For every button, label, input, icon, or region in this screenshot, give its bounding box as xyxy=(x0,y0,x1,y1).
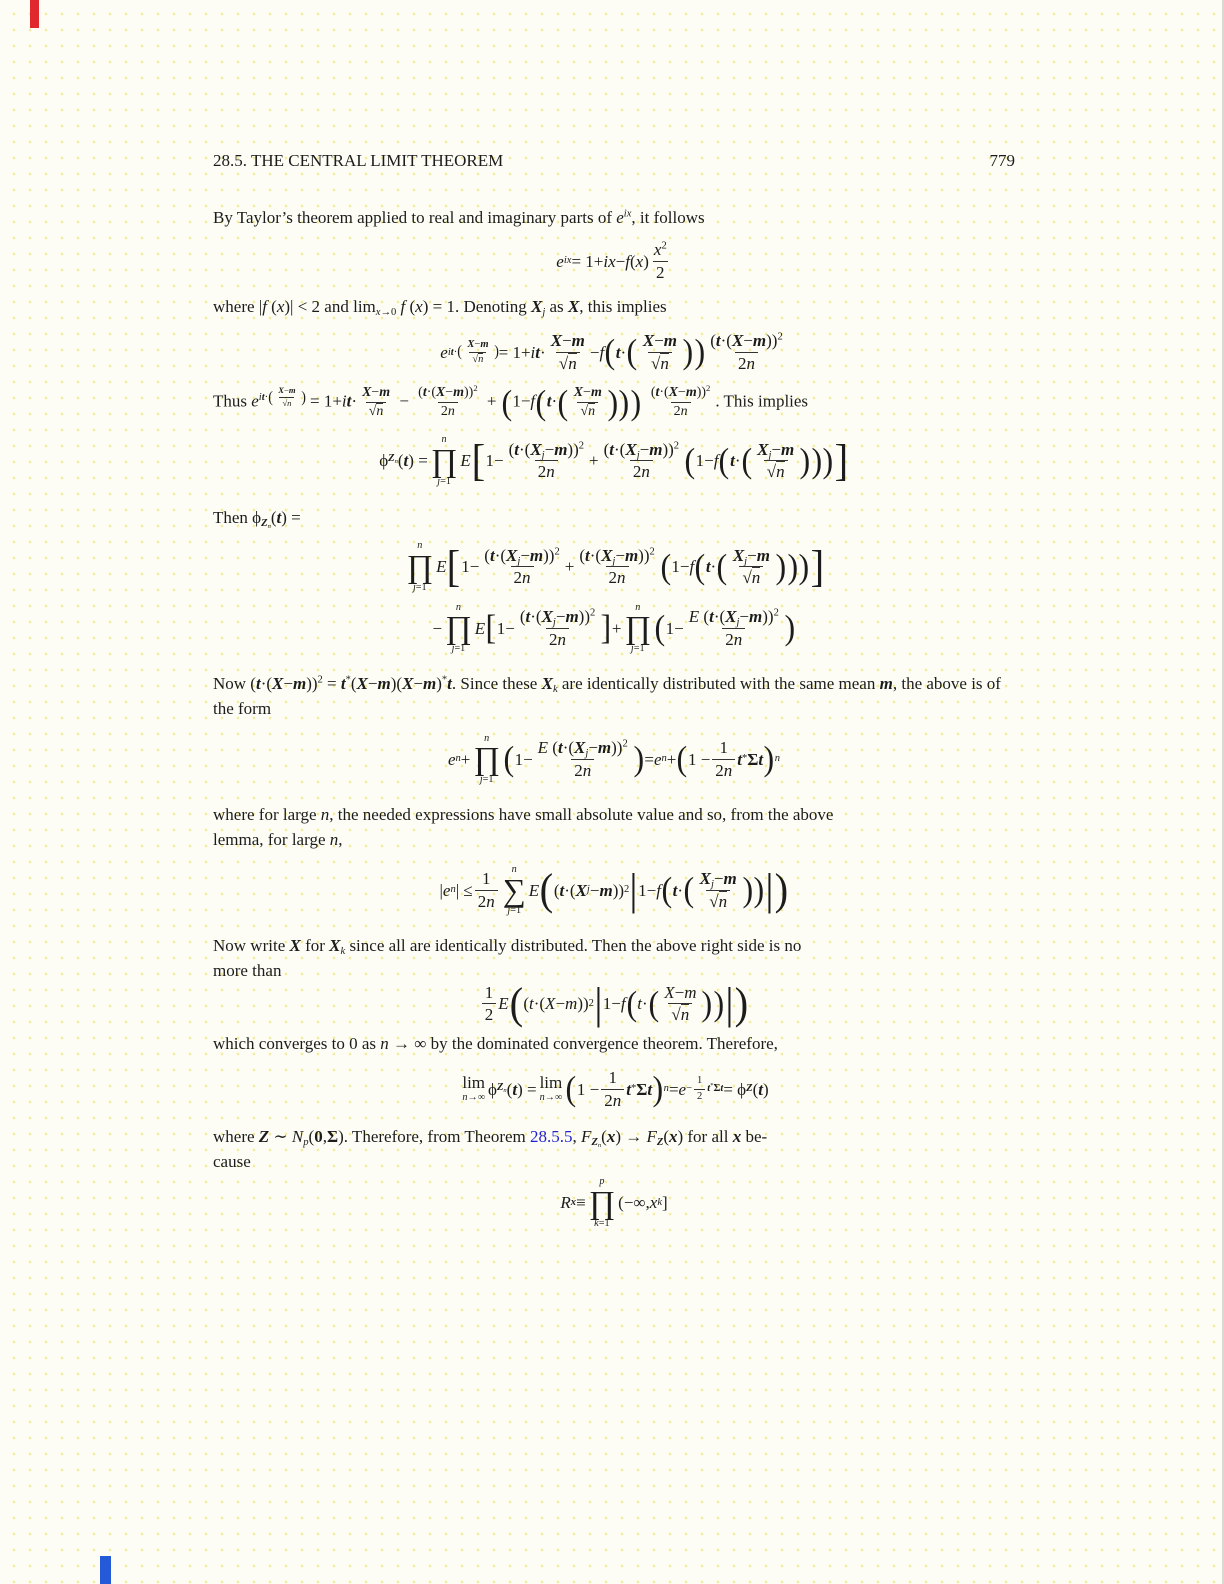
paragraph-large-n-line1: where for large n, the needed expressions have small absolute value and so, from the above xyxy=(213,804,834,824)
paragraph-where-z-line1: where Z ∼ $N_p(0,\Sigma)$. Therefore, from Theorem 28.5.5, $F_{Z_n}(x) \to F_Z(x)$ for all x be- xyxy=(213,1127,768,1149)
equation-en-form: e n + n ∏ j=1 ( 1− E $(t\cdot(X_j-m))^2$ 2n ) = e n + ( 1 − 1 2n t * Σ t ) n xyxy=(447,732,781,786)
equation-product-line1: n ∏ j=1 E [ 1− $(t\cdot(X_j-m))^2$ 2n + $(t\cdot(X_j-m))^2$ 2n ( 1− f ( t · ( $X_j-m$ √n ) ) ) ] xyxy=(406,540,824,593)
red-edge-mark xyxy=(30,0,39,28)
section-title: 28.5. THE CENTRAL LIMIT THEOREM xyxy=(213,151,504,170)
equation-en-bound: | e n | ≤ 1 2n n ∑ j=1 E ( ( t ·( X j − m )) 2 | 1− f ( t · ( $X_j-m$ √n ) ) | ) xyxy=(439,863,788,917)
paragraph-large-n-line2: lemma, for large n, xyxy=(213,829,343,849)
equation-product-line2: − n ∏ j=1 E [ 1− $(t\cdot(X_j-m))^2$ 2n ] + n ∏ j=1 ( 1− E $(t\cdot(X_j-m))^2$ 2n ) xyxy=(432,601,795,654)
paragraph-now-write-line2: more than xyxy=(213,960,282,980)
paragraph-thus: Thus $e^{it\cdot( \frac{X-m}{√n} )} = 1+it\cdot$ $\frac{X-m}{√n}$ − $\frac{(t\cdot(X-m))^2}{2n}$ + (1−f(t·( $\frac{X-m}{√n}$ ))) $\frac{(t\cdot(X-m))^2}{2n}$ . This implies xyxy=(213,382,809,422)
equation-half-bound: 1 2 E ( ( t ·( X − m )) 2 | 1− f ( t · ( X−m √n ) ) | ) xyxy=(213,983,1015,1025)
equation-taylor-expansion: e it·( $\frac{X-m}{√n}$ ) = 1+ i t · X−m √n − f ( t · ( X−m √n ) ) $(t\cdot(X-m))^2$ 2n xyxy=(440,331,783,373)
paragraph-converges: which converges to 0 as n → ∞ by the dominated convergence theorem. Therefore, xyxy=(213,1034,778,1054)
paragraph-now-t: Now $(t\cdot(X-m))^2 = t^*(X-m)(X-m)^*t$. Since these $X_k$ are identically distributed with the same mean m, the above is of the form xyxy=(213,673,1001,718)
paragraph-where-f: where |f (x)| < 2 and $\lim_{x\to 0} f$ (x) = 1. Denoting $X_j$ as X, this implies xyxy=(213,297,667,319)
equation-limit: lim n→∞ ϕ $Z_n$ ( t ) = lim n→∞ ( 1 − 1 2n t * Σ t ) n = e − $\frac{1}{2}$ t*Σt = ϕ Z ( t ) xyxy=(462,1068,769,1110)
page-content xyxy=(213,148,1015,1229)
theorem-link[interactable]: 28.5.5 xyxy=(530,1127,573,1147)
paragraph-taylor: By Taylor’s theorem applied to real and imaginary parts of $e^{ix}$, it follows xyxy=(213,208,705,227)
paragraph-where-z-line2: cause xyxy=(213,1152,251,1172)
equation-eix: e ix = 1+ i x − f ( x ) $x^2$ 2 xyxy=(556,240,667,282)
page-number: 779 xyxy=(989,151,1015,170)
page-header xyxy=(213,148,1015,173)
equation-rx: R x ≡ p ∏ k=1 (−∞, x k ] xyxy=(560,1176,668,1229)
equation-phi-product: ϕ $Z_n$ ( t ) = n ∏ j=1 E [ 1− $(t\cdot(X_j-m))^2$ 2n + $(t\cdot(X_j-m))^2$ 2n ( 1− f ( t · ( $X_j-m$ √n ) ) ) ] xyxy=(379,434,849,487)
blue-edge-mark xyxy=(100,1556,111,1584)
paragraph-then: Then $\phi_{Z_n}(t)$ = xyxy=(213,508,301,531)
paragraph-now-write-line1: Now write X for $X_k$ since all are identically distributed. Then the above right side is no xyxy=(213,935,802,957)
